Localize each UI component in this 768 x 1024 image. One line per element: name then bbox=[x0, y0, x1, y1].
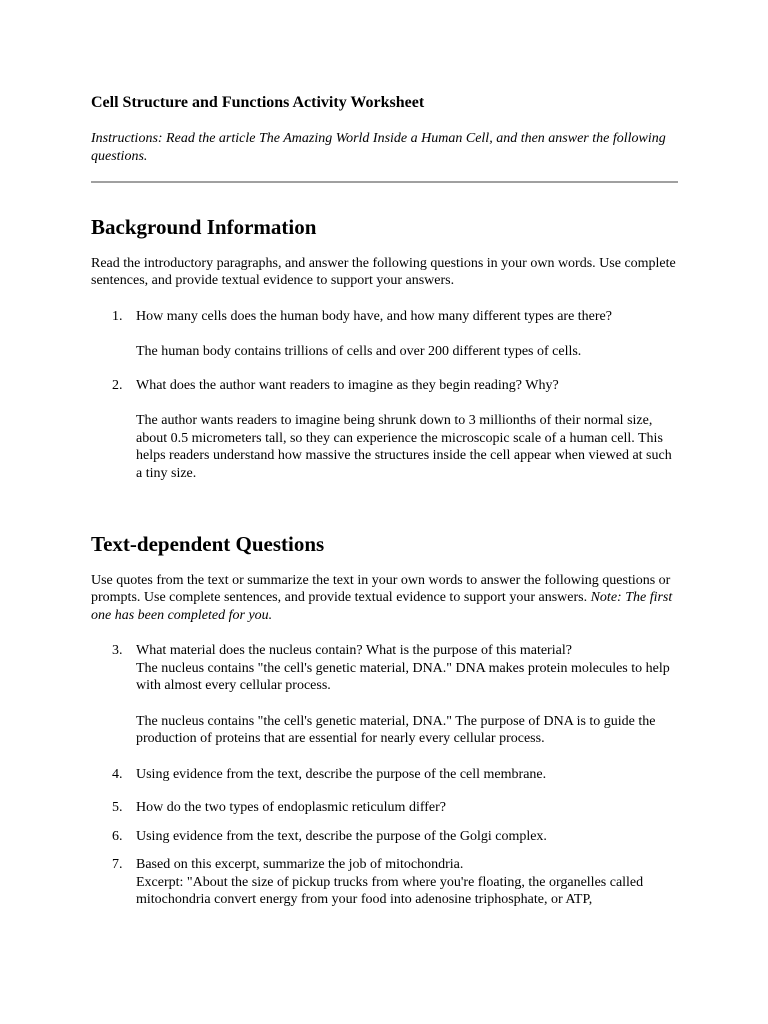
answer-text: The human body contains trillions of cells and over 200 different types of cells. bbox=[136, 344, 582, 359]
question-number: 1. bbox=[112, 308, 123, 324]
question-text: Using evidence from the text, describe the purpose of the Golgi complex. bbox=[136, 828, 547, 844]
section-heading-text-dependent: Text-dependent Questions bbox=[91, 532, 325, 556]
question-text: Using evidence from the text, describe the purpose of the cell membrane. bbox=[136, 766, 547, 782]
excerpt bbox=[136, 874, 678, 909]
text-dependent-intro bbox=[91, 572, 678, 625]
worksheet-page bbox=[91, 93, 678, 909]
question-text: How many cells does the human body have, and how many different types are there? bbox=[136, 308, 612, 324]
excerpt-text: "About the size of pickup trucks from where you're floating, the organelles called mitochondria convert energy from your food into adenosine triphosphate, or ATP, bbox=[136, 874, 644, 907]
question-item bbox=[91, 856, 678, 909]
question-item bbox=[91, 799, 678, 817]
completed-note: Note: The first one has been completed for you. bbox=[91, 590, 673, 623]
text-dependent-question-list bbox=[91, 642, 678, 909]
question-item bbox=[91, 642, 678, 748]
excerpt-label: Excerpt: bbox=[136, 874, 184, 890]
sample-answer-text: The nucleus contains "the cell's genetic material, DNA." DNA makes protein molecules to help with almost every cellular process. bbox=[136, 660, 670, 693]
section-heading-background: Background Information bbox=[91, 215, 317, 239]
answer-text: The author wants readers to imagine being shrunk down to 3 millionths of their normal size, about 0.5 micrometers tall, so they can experience the microscopic scale of a human cell. This helps readers understand how massive the structures inside the cell appear when viewed at such a tiny size. bbox=[136, 413, 672, 481]
instructions: Instructions: Read the article The Amazing World Inside a Human Cell, and then answer the following questions. bbox=[91, 131, 666, 164]
question-number: 4. bbox=[112, 766, 123, 782]
question-item bbox=[91, 828, 678, 846]
answer-text: The nucleus contains "the cell's genetic material, DNA." The purpose of DNA is to guide the production of proteins that are essential for nearly every cellular process. bbox=[136, 713, 656, 746]
page-title: Cell Structure and Functions Activity Worksheet bbox=[91, 94, 425, 111]
horizontal-divider bbox=[91, 181, 678, 183]
question-text: Based on this excerpt, summarize the job of mitochondria. bbox=[136, 857, 464, 872]
question-item bbox=[91, 766, 678, 784]
background-question-list bbox=[91, 308, 678, 483]
question-item bbox=[91, 308, 678, 361]
question-text: What material does the nucleus contain? What is the purpose of this material? bbox=[136, 643, 572, 658]
background-intro: Read the introductory paragraphs, and answer the following questions in your own words. Use complete sentences, and provide textual evidence to support your answers. bbox=[91, 255, 676, 288]
question-number: 2. bbox=[112, 377, 123, 393]
question-number: 5. bbox=[112, 800, 123, 815]
question-text: How do the two types of endoplasmic reticulum differ? bbox=[136, 800, 446, 815]
question-number: 6. bbox=[112, 828, 123, 844]
question-text: What does the author want readers to imagine as they begin reading? Why? bbox=[136, 377, 559, 393]
text-dependent-intro-text: Use quotes from the text or summarize the text in your own words to answer the following questions or prompts. Use complete sentences, and provide textual evidence to support your answers. bbox=[91, 572, 671, 605]
question-number: 7. bbox=[112, 857, 123, 872]
question-item bbox=[91, 377, 678, 483]
question-number: 3. bbox=[112, 643, 123, 658]
